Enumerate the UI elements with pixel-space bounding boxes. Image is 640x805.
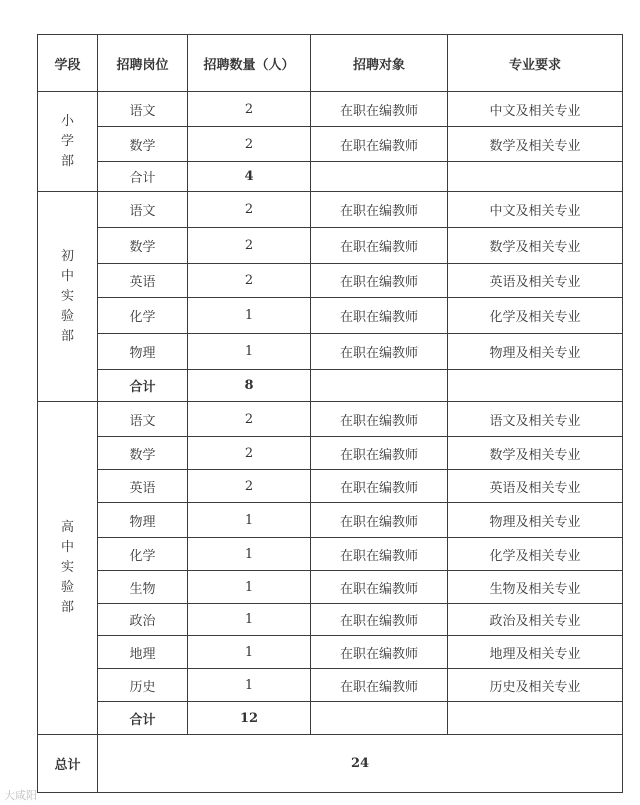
count-cell: 1	[188, 503, 311, 538]
target-cell: 在职在编教师	[311, 669, 448, 702]
table-row	[38, 264, 623, 298]
count-cell: 2	[188, 470, 311, 503]
subtotal-label: 合计	[98, 702, 188, 735]
count-cell: 1	[188, 298, 311, 334]
table-row	[38, 604, 623, 636]
stage-label: 初中实验部	[60, 248, 74, 344]
post-cell: 地理	[98, 636, 188, 669]
major-cell: 数学及相关专业	[448, 127, 623, 162]
subtotal-value: 12	[188, 702, 311, 735]
count-cell: 2	[188, 437, 311, 470]
empty-cell	[448, 702, 623, 735]
empty-cell	[448, 370, 623, 402]
post-cell: 生物	[98, 571, 188, 604]
post-cell: 英语	[98, 264, 188, 298]
post-cell: 数学	[98, 228, 188, 264]
post-cell: 物理	[98, 503, 188, 538]
target-cell: 在职在编教师	[311, 538, 448, 571]
count-cell: 2	[188, 264, 311, 298]
post-cell: 数学	[98, 437, 188, 470]
target-cell: 在职在编教师	[311, 264, 448, 298]
subtotal-row	[38, 162, 623, 192]
post-cell: 语文	[98, 192, 188, 228]
count-cell: 1	[188, 571, 311, 604]
target-cell: 在职在编教师	[311, 334, 448, 370]
major-cell: 中文及相关专业	[448, 92, 623, 127]
watermark: 大咸阳	[4, 789, 37, 802]
count-cell: 2	[188, 192, 311, 228]
major-cell: 化学及相关专业	[448, 538, 623, 571]
header-stage: 学段	[38, 35, 98, 92]
stage-label: 小学部	[60, 113, 74, 169]
target-cell: 在职在编教师	[311, 604, 448, 636]
empty-cell	[311, 370, 448, 402]
major-cell: 英语及相关专业	[448, 470, 623, 503]
header-major: 专业要求	[448, 35, 623, 92]
header-row	[38, 35, 623, 92]
post-cell: 英语	[98, 470, 188, 503]
table-row	[38, 437, 623, 470]
major-cell: 政治及相关专业	[448, 604, 623, 636]
table-row	[38, 669, 623, 702]
subtotal-row	[38, 702, 623, 735]
post-cell: 语文	[98, 92, 188, 127]
post-cell: 物理	[98, 334, 188, 370]
major-cell: 数学及相关专业	[448, 437, 623, 470]
empty-cell	[311, 162, 448, 192]
count-cell: 1	[188, 538, 311, 571]
target-cell: 在职在编教师	[311, 298, 448, 334]
target-cell: 在职在编教师	[311, 571, 448, 604]
empty-cell	[448, 162, 623, 192]
post-cell: 语文	[98, 402, 188, 437]
target-cell: 在职在编教师	[311, 192, 448, 228]
stage-cell	[38, 92, 98, 192]
target-cell: 在职在编教师	[311, 636, 448, 669]
count-cell: 1	[188, 636, 311, 669]
header-target: 招聘对象	[311, 35, 448, 92]
target-cell: 在职在编教师	[311, 127, 448, 162]
major-cell: 物理及相关专业	[448, 503, 623, 538]
table-row	[38, 470, 623, 503]
major-cell: 地理及相关专业	[448, 636, 623, 669]
count-cell: 2	[188, 92, 311, 127]
empty-cell	[311, 702, 448, 735]
stage-cell	[38, 402, 98, 735]
major-cell: 物理及相关专业	[448, 334, 623, 370]
grand-total-value: 24	[98, 735, 623, 793]
post-cell: 数学	[98, 127, 188, 162]
major-cell: 数学及相关专业	[448, 228, 623, 264]
table-row	[38, 298, 623, 334]
table-row	[38, 402, 623, 437]
post-cell: 化学	[98, 298, 188, 334]
subtotal-value: 8	[188, 370, 311, 402]
major-cell: 生物及相关专业	[448, 571, 623, 604]
major-cell: 历史及相关专业	[448, 669, 623, 702]
major-cell: 化学及相关专业	[448, 298, 623, 334]
table-row	[38, 538, 623, 571]
grand-total-label: 总计	[38, 735, 98, 793]
table-row	[38, 192, 623, 228]
table-row	[38, 92, 623, 127]
major-cell: 英语及相关专业	[448, 264, 623, 298]
table-row	[38, 127, 623, 162]
subtotal-label: 合计	[98, 162, 188, 192]
table-row	[38, 571, 623, 604]
stage-label: 高中实验部	[60, 520, 74, 615]
count-cell: 2	[188, 402, 311, 437]
subtotal-value: 4	[188, 162, 311, 192]
count-cell: 1	[188, 604, 311, 636]
count-cell: 2	[188, 127, 311, 162]
target-cell: 在职在编教师	[311, 470, 448, 503]
table-row	[38, 334, 623, 370]
header-count: 招聘数量（人）	[188, 35, 311, 92]
subtotal-row	[38, 370, 623, 402]
major-cell: 中文及相关专业	[448, 192, 623, 228]
subtotal-label: 合计	[98, 370, 188, 402]
post-cell: 化学	[98, 538, 188, 571]
table-row	[38, 503, 623, 538]
post-cell: 政治	[98, 604, 188, 636]
grand-total-row	[38, 735, 623, 793]
stage-cell	[38, 192, 98, 402]
count-cell: 2	[188, 228, 311, 264]
target-cell: 在职在编教师	[311, 92, 448, 127]
count-cell: 1	[188, 669, 311, 702]
post-cell: 历史	[98, 669, 188, 702]
table-row	[38, 228, 623, 264]
recruitment-table	[37, 34, 623, 793]
target-cell: 在职在编教师	[311, 437, 448, 470]
target-cell: 在职在编教师	[311, 402, 448, 437]
header-post: 招聘岗位	[98, 35, 188, 92]
table-body	[38, 92, 623, 735]
major-cell: 语文及相关专业	[448, 402, 623, 437]
table-row	[38, 636, 623, 669]
target-cell: 在职在编教师	[311, 228, 448, 264]
count-cell: 1	[188, 334, 311, 370]
target-cell: 在职在编教师	[311, 503, 448, 538]
